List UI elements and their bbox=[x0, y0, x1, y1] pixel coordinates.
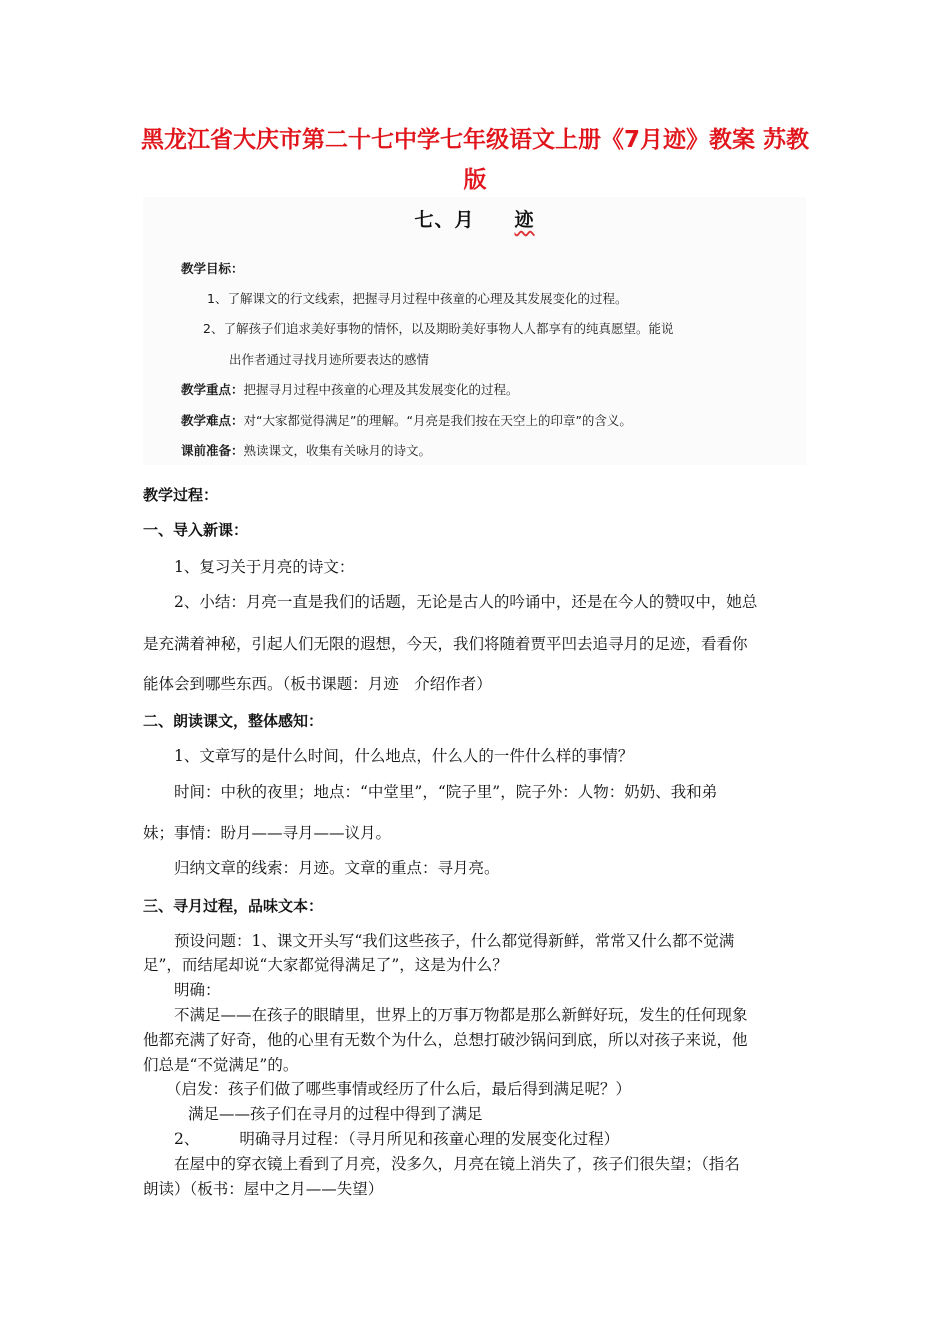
section-1-heading: 一、导入新课： bbox=[143, 521, 249, 539]
title-line-1: 黑龙江省大庆市第二十七中学七年级语文上册《7月迹》教案 苏教 bbox=[140, 127, 809, 153]
objective-2: 2、了解孩子们追求美好事物的情怀，以及期盼美好事物人人都享有的纯真愿望。能说 bbox=[203, 321, 674, 336]
s2-paragraph-2-line-1: 时间：中秋的夜里；地点：“中堂里”，“院子里”，院子外：人物：奶奶、我和弟 bbox=[174, 783, 718, 801]
objective-1: 1、了解课文的行文线索，把握寻月过程中孩童的心理及其发展变化的过程。 bbox=[207, 291, 628, 306]
s2-paragraph-3: 归纳文章的线索：月迹。文章的重点：寻月亮。 bbox=[174, 859, 500, 877]
focus-row: 教学重点：把握寻月过程中孩童的心理及其发展变化的过程。 bbox=[181, 382, 519, 397]
objective-2-cont: 出作者通过寻找月迹所要表达的感情 bbox=[229, 352, 430, 367]
scanned-objectives-box bbox=[143, 197, 806, 465]
s3-answer-line-1: 不满足——在孩子的眼睛里，世界上的万事万物都是那么新鲜好玩，发生的任何现象 bbox=[174, 1006, 748, 1024]
document-title bbox=[140, 120, 810, 200]
title-line-2: 版 bbox=[463, 167, 487, 193]
s3-question-line-1: 预设问题：1、课文开头写“我们这些孩子，什么都觉得新鲜，常常又什么都不觉满 bbox=[174, 932, 735, 950]
s1-paragraph-1: 1、复习关于月亮的诗文： bbox=[174, 558, 355, 576]
section-2-heading: 二、朗读课文，整体感知： bbox=[143, 712, 324, 730]
section-3-heading: 三、寻月过程，品味文本： bbox=[143, 897, 324, 915]
s3-answer-label: 明确： bbox=[174, 981, 221, 999]
difficulty-row: 教学难点：对“大家都觉得满足”的理解。“月亮是我们按在天空上的印章”的含义。 bbox=[181, 413, 632, 428]
s3-point-2: 2、 明确寻月过程：（寻月所见和孩童心理的发展变化过程） bbox=[174, 1130, 620, 1148]
objectives-label: 教学目标： bbox=[181, 261, 244, 276]
s3-answer-line-3: 们总是“不觉满足”的。 bbox=[143, 1056, 299, 1074]
prep-row: 课前准备：熟读课文，收集有关咏月的诗文。 bbox=[181, 443, 432, 458]
lesson-title: 七、月 迹 bbox=[414, 209, 535, 231]
s3-mirror-line-2: 朗读）（板书：屋中之月——失望） bbox=[143, 1180, 384, 1198]
s3-answer-line-2: 他都充满了好奇，他的心里有无数个为什么，总想打破沙锅问到底，所以对孩子来说，他 bbox=[143, 1031, 748, 1049]
s3-hint: （启发：孩子们做了哪些事情或经历了什么后，最后得到满足呢？） bbox=[166, 1080, 632, 1098]
s1-paragraph-2-line-1: 2、小结：月亮一直是我们的话题，无论是古人的吟诵中，还是在今人的赞叹中，她总 bbox=[174, 593, 758, 611]
s3-satisfied: 满足——孩子们在寻月的过程中得到了满足 bbox=[188, 1105, 483, 1123]
s1-paragraph-2-line-2: 是充满着神秘，引起人们无限的遐想，今天，我们将随着贾平凹去追寻月的足迹，看看你 bbox=[143, 635, 748, 653]
s3-mirror-line-1: 在屋中的穿衣镜上看到了月亮，没多久，月亮在镜上消失了，孩子们很失望；（指名 bbox=[174, 1155, 740, 1173]
process-heading: 教学过程： bbox=[143, 486, 219, 504]
s3-question-line-2: 足”，而结尾却说“大家都觉得满足了”，这是为什么？ bbox=[143, 956, 508, 974]
s1-paragraph-2-line-3: 能体会到哪些东西。（板书课题：月迹 介绍作者） bbox=[143, 675, 492, 693]
s2-paragraph-2-line-2: 妹；事情：盼月——寻月——议月。 bbox=[143, 824, 392, 842]
s2-paragraph-1: 1、文章写的是什么时间，什么地点，什么人的一件什么样的事情？ bbox=[174, 747, 634, 765]
